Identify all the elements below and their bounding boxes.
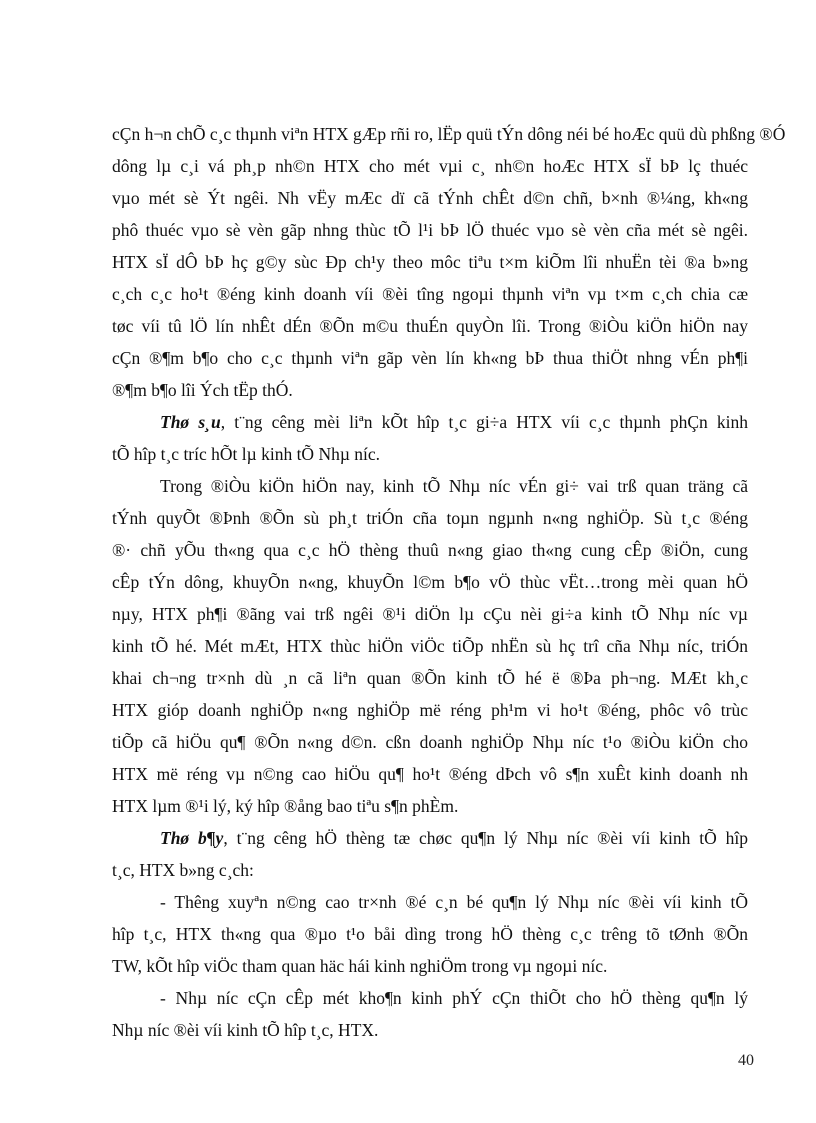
text-line: tiÕp cã hiÖu qu¶ ®Õn n«ng d©n. cßn doanh nghiÖp Nhµ níc t¹o ®iÒu kiÖn cho [112,732,748,752]
text-run: , t¨ng cêng hÖ thèng tæ chøc qu¶n lý Nhµ níc ®èi víi kinh tÕ hîp [223,828,748,848]
text-line: Nhµ níc ®èi víi kinh tÕ hîp t¸c, HTX. [112,1020,379,1040]
text-line: kinh tÕ hé. Mét mÆt, HTX thùc hiÖn viÖc tiÕp nhËn sù hç trî cña Nhµ níc, triÓn [112,636,748,656]
text-line: HTX lµm ®¹i lý, ký hîp ®ång bao tiªu s¶n phÈm. [112,796,459,816]
text-line: hîp t¸c, HTX th«ng qua ®µo t¹o båi dìng trong hÖ thèng c¸c trêng tõ tØnh ®Õn [112,924,748,944]
text-line: TW, kÕt hîp viÖc tham quan häc hái kinh nghiÖm trong vµ ngoµi níc. [112,956,608,976]
text-line: c¸ch c¸c ho¹t ®éng kinh doanh víi ®èi tîng ngoµi thµnh viªn vµ t×m c¸ch chia cæ [112,284,748,304]
text-line: t¸c, HTX b»ng c¸ch: [112,860,254,880]
text-line: tÕ hîp t¸c tríc hÕt lµ kinh tÕ Nhµ níc. [112,444,381,464]
page-number: 40 [738,1052,754,1069]
list-item-line: - Nhµ níc cÇn cÊp mét kho¶n kinh phÝ cÇn thiÕt cho hÖ thèng qu¶n lý [160,988,748,1008]
text-line: phô thuéc vµo sè vèn gãp nhng thùc tÕ l¹i bÞ lÖ thuéc vµo sè vèn cña mét sè ngêi. [112,220,748,240]
text-line: khai ch¬ng tr×nh dù ¸n cã liªn quan ®Õn kinh tÕ hé ë ®Þa ph¬ng. MÆt kh¸c [112,668,748,688]
text-line: HTX gióp doanh nghiÖp n«ng nghiÖp më réng ph¹m vi ho¹t ®éng, phôc vô trùc [112,700,748,720]
text-line: Trong ®iÒu kiÖn hiÖn nay, kinh tÕ Nhµ níc vÉn gi÷ vai trß quan träng cã [160,476,748,496]
text-line: tøc víi tû lÖ lín nhÊt dÉn ®Õn m©u thuÉn quyÒn lîi. Trong ®iÒu kiÖn hiÖn nay [112,316,748,336]
text-line: cÇn h¬n chÕ c¸c thµnh viªn HTX gÆp rñi ro, lËp quü tÝn dông néi bé hoÆc quü dù phßng ®Ó [112,124,786,144]
text-line: ®· chñ yÕu th«ng qua c¸c hÖ thèng thuû n«ng giao th«ng cung cÊp ®iÖn, cung [112,540,748,560]
text-line: vµo mét sè Ýt ngêi. Nh vËy mÆc dï cã tÝnh chÊt d©n chñ, b×nh ®¼ng, kh«ng [112,188,748,208]
text-line: tÝnh quyÕt ®Þnh ®Õn sù ph¸t triÓn cña toµn ngµnh n«ng nghiÖp. Sù t¸c ®éng [112,508,748,528]
list-item-line: - Thêng xuyªn n©ng cao tr×nh ®é c¸n bé qu¶n lý Nhµ níc ®èi víi kinh tÕ [160,892,748,912]
text-line: nµy, HTX ph¶i ®ãng vai trß ngêi ®¹i diÖn lµ cÇu nèi gi÷a kinh tÕ Nhµ níc vµ [112,604,748,624]
paragraph-lead: Thø b¶y [160,828,224,848]
text-line: cÊp tÝn dông, khuyÕn n«ng, khuyÕn l©m b¶o vÖ thùc vËt…trong mèi quan hÖ [112,572,748,592]
text-line: ®¶m b¶o lîi Ých tËp thÓ. [112,380,293,400]
text-line: dông lµ c¸i vá ph¸p nh©n HTX cho mét vµi c¸ nh©n hoÆc HTX sÏ bÞ lç thuéc [112,156,748,176]
text-line: HTX sÏ dÔ bÞ hç g©y sùc Ðp ch¹y theo môc tiªu t×m kiÕm lîi nhuËn tèi ®a b»ng [112,252,748,272]
text-run: , t¨ng cêng mèi liªn kÕt hîp t¸c gi÷a HTX víi c¸c thµnh phÇn kinh [220,412,749,432]
paragraph-lead: Thø s¸u [160,412,221,432]
text-line: HTX më réng vµ n©ng cao hiÖu qu¶ ho¹t ®éng dÞch vô s¶n xuÊt kinh doanh nh [112,764,748,784]
paragraph-lead-line [160,827,748,849]
paragraph-lead-line [160,411,748,433]
text-line: cÇn ®¶m b¶o cho c¸c thµnh viªn gãp vèn lín kh«ng bÞ thua thiÖt nhng vÉn ph¶i [112,348,748,368]
